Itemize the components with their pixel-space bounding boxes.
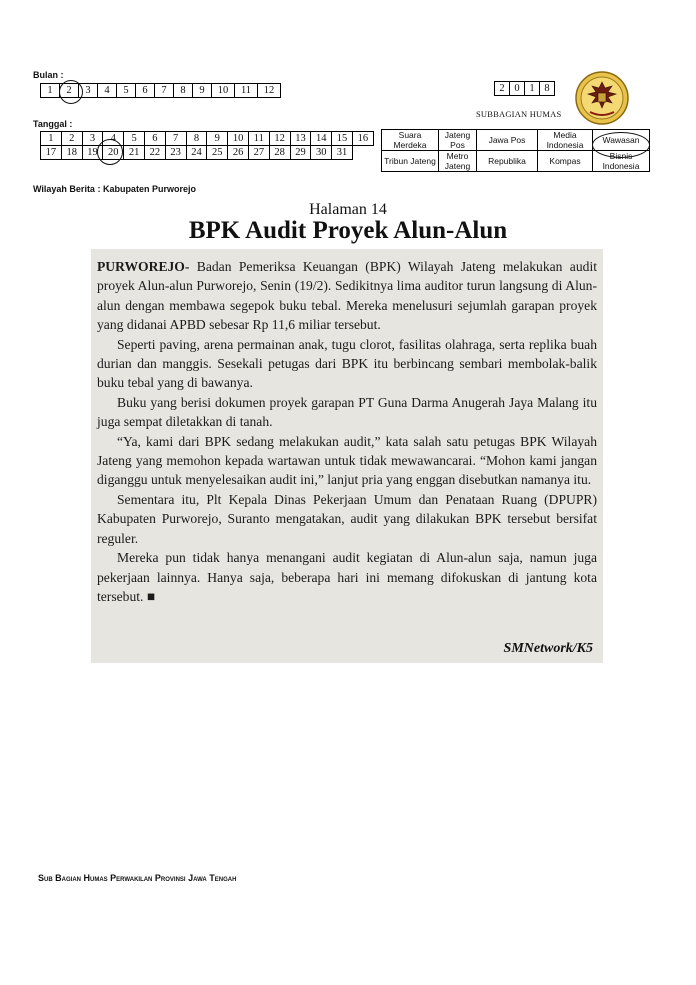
article-title: BPK Audit Proyek Alun-Alun [188, 217, 508, 244]
date-cell-26: 26 [228, 146, 249, 160]
subbagian-humas: SUBBAGIAN HUMAS [476, 109, 562, 119]
date-cell-22: 22 [144, 146, 165, 160]
date-cell-21: 21 [124, 146, 145, 160]
date-cell-1: 1 [41, 132, 62, 146]
date-cell-3: 3 [82, 132, 103, 146]
year-digit-0: 0 [510, 82, 525, 96]
media-metro-jateng: Metro Jateng [439, 151, 477, 172]
media-jawa-pos: Jawa Pos [477, 130, 538, 151]
month-cell-4: 4 [98, 84, 117, 98]
date-cell-10: 10 [228, 132, 249, 146]
date-cell-12: 12 [269, 132, 290, 146]
month-cell-1: 1 [41, 84, 60, 98]
date-cell-7: 7 [165, 132, 186, 146]
date-cell-11: 11 [248, 132, 269, 146]
date-cell-2: 2 [61, 132, 82, 146]
year-digit-2: 2 [495, 82, 510, 96]
paragraph-1 [97, 257, 597, 335]
footer: Sub Bagian Humas Perwakilan Provinsi Jawa Tengah [38, 873, 237, 883]
month-cell-2: 2 [60, 84, 79, 98]
date-cell-23: 23 [165, 146, 186, 160]
date-cell-28: 28 [269, 146, 290, 160]
date-cell-19: 19 [82, 146, 103, 160]
media-jateng-pos: Jateng Pos [439, 130, 477, 151]
date-cell-17: 17 [41, 146, 62, 160]
date-cell-30: 30 [311, 146, 332, 160]
media-republika: Republika [477, 151, 538, 172]
date-cell-24: 24 [186, 146, 207, 160]
year-box [494, 81, 555, 96]
tanggal-label: Tanggal : [33, 119, 73, 129]
wilayah-berita: Wilayah Berita : Kabupaten Purworejo [33, 184, 196, 194]
signature: SMNetwork/K5 [503, 641, 593, 656]
date-cell-20: 20 [103, 146, 124, 160]
selected-month-circle [59, 80, 83, 104]
date-cell-14: 14 [311, 132, 332, 146]
date-cell-31: 31 [332, 146, 353, 160]
paragraph-3: Buku yang berisi dokumen proyek garapan PT Guna Darma Anugerah Jaya Malang itu juga sempat diletakkan di tanah. [97, 394, 597, 430]
month-cell-10: 10 [212, 84, 235, 98]
month-cell-8: 8 [174, 84, 193, 98]
paragraph-6: Mereka pun tidak hanya menangani audit kegiatan di Alun-alun saja, namun juga pekerjaan lainnya. Hanya saja, beberapa hari ini memang difokuskan di jantung kota tersebut. ■ [97, 550, 597, 604]
dateline: PURWOREJO- [97, 259, 190, 274]
media-wawasan: Wawasan [593, 130, 650, 151]
date-cell-4: 4 [103, 132, 124, 146]
paragraph-1-text: Badan Pemeriksa Keuangan (BPK) Wilayah Jateng melakukan audit proyek Alun-alun Purworejo, Senin (19/2). Sedikitnya lima auditor turun langsung di Alun-alun dengan membawa segepok buku tebal. Mereka menelusuri sejumlah garapan proyek yang didanai APBD sebesar Rp 11,6 miliar tersebut. [97, 259, 597, 333]
paragraph-2: Seperti paving, arena permainan anak, tugu clorot, fasilitas olahraga, serta replika buah durian dan manggis. Sesekali petugas dari BPK itu berbincang sembari membolak-balik buku tebal yang di bawanya. [97, 336, 597, 391]
month-cell-7: 7 [155, 84, 174, 98]
month-cell-5: 5 [117, 84, 136, 98]
month-cell-6: 6 [136, 84, 155, 98]
bulan-label: Bulan : [33, 70, 64, 80]
date-cell-6: 6 [144, 132, 165, 146]
date-cell-25: 25 [207, 146, 228, 160]
date-cell-27: 27 [248, 146, 269, 160]
media-suara-merdeka: Suara Merdeka [382, 130, 439, 151]
date-cell-8: 8 [186, 132, 207, 146]
month-cell-3: 3 [79, 84, 98, 98]
year-digit-1: 1 [525, 82, 540, 96]
month-cell-12: 12 [258, 84, 281, 98]
paragraph-5: Sementara itu, Plt Kepala Dinas Pekerjaan Umum dan Penataan Ruang (DPUPR) Kabupaten Purworejo, Suranto mengatakan, audit yang dilakukan BPK tersebut bersifat reguler. [97, 491, 597, 546]
page-number: Halaman 14 [309, 201, 387, 218]
date-cell-18: 18 [61, 146, 82, 160]
media-kompas: Kompas [538, 151, 593, 172]
media-bisnis-indonesia: Bisnis Indonesia [593, 151, 650, 172]
date-grid [40, 131, 374, 160]
date-cell-5: 5 [124, 132, 145, 146]
month-cell-9: 9 [193, 84, 212, 98]
date-cell-16: 16 [352, 132, 373, 146]
garuda-emblem-icon [574, 70, 630, 126]
selected-date-circle [97, 139, 123, 165]
selected-media-circle [592, 132, 650, 158]
media-media-indonesia: Media Indonesia [538, 130, 593, 151]
date-cell-9: 9 [207, 132, 228, 146]
date-cell-15: 15 [332, 132, 353, 146]
year-digit-8: 8 [540, 82, 555, 96]
date-cell-29: 29 [290, 146, 311, 160]
paragraph-4: “Ya, kami dari BPK sedang melakukan audit,” kata salah satu petugas BPK Wilayah Jateng yang memohon kepada wartawan untuk tidak mewawancarai. “Mohon kami jangan diganggu untuk menyelesaikan audit ini,” lanjut pria yang enggan disebutkan namanya itu. [97, 433, 597, 488]
date-cell-13: 13 [290, 132, 311, 146]
news-clipping [91, 249, 603, 663]
month-cell-11: 11 [235, 84, 258, 98]
media-tribun-jateng: Tribun Jateng [382, 151, 439, 172]
